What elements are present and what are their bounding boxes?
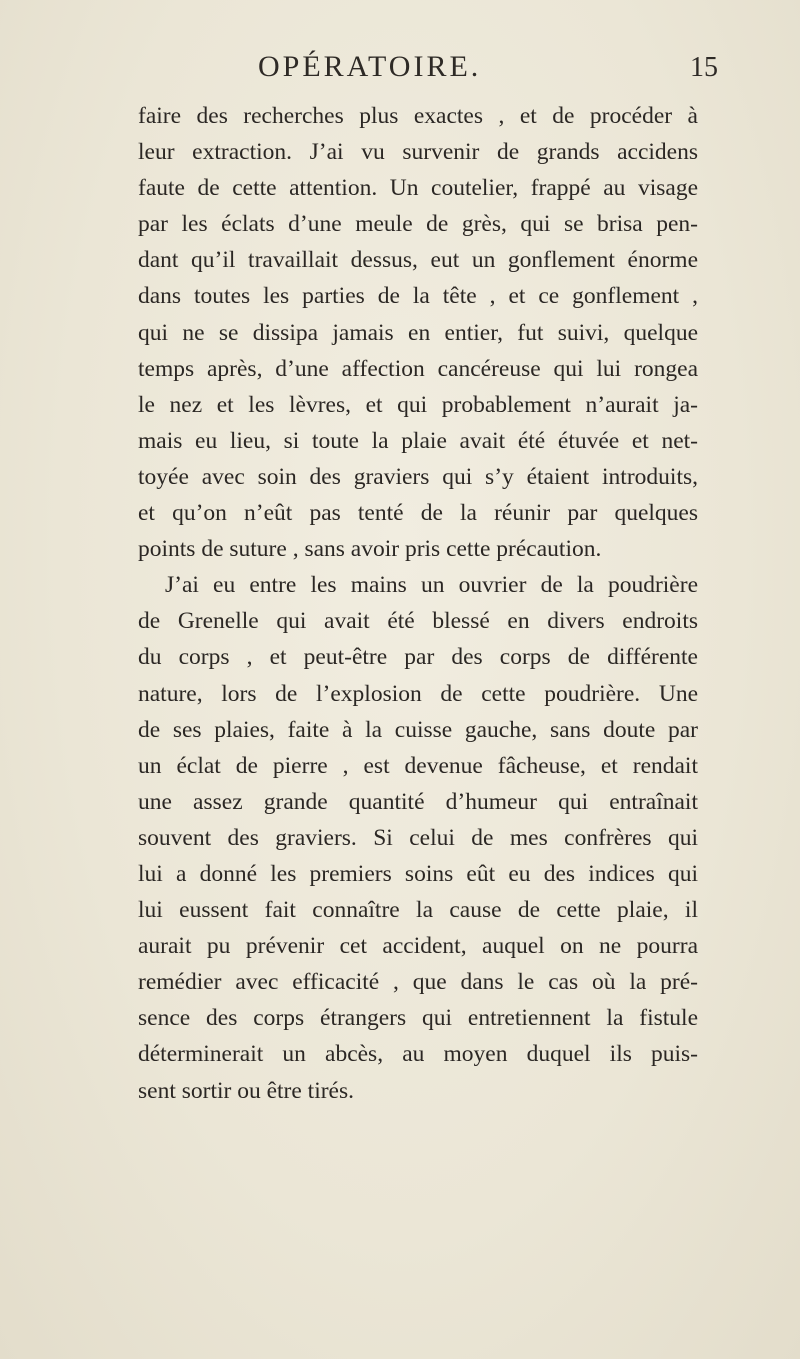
text-line: une assez grande quantité d’humeur qui entraînait [138, 788, 698, 815]
body-text [138, 98, 698, 1109]
text-line: leur extraction. J’ai vu survenir de grands accidens [138, 139, 698, 166]
text-line: J’ai eu entre les mains un ouvrier de la poudrière [165, 572, 698, 599]
text-line: sence des corps étrangers qui entretiennent la fistule [138, 1005, 698, 1032]
text-line: nature, lors de l’explosion de cette poudrière. Une [138, 680, 698, 707]
text-line: dant qu’il travaillait dessus, eut un gonflement énorme [138, 247, 698, 274]
text-line: de Grenelle qui avait été blessé en divers endroits [138, 608, 698, 635]
paragraph-2 [138, 567, 698, 1108]
text-line: de ses plaies, faite à la cuisse gauche, sans doute par [138, 716, 698, 743]
text-line: faire des recherches plus exactes , et de procéder à [138, 103, 698, 129]
text-line: un éclat de pierre , est devenue fâcheuse, et rendait [138, 752, 698, 779]
text-line: remédier avec efficacité , que dans le cas où la pré- [138, 969, 698, 996]
text-line: dans toutes les parties de la tête , et ce gonflement , [138, 283, 698, 310]
text-line: le nez et les lèvres, et qui probablement n’aurait ja- [138, 391, 698, 418]
text-line: et qu’on n’eût pas tenté de la réunir par quelques [138, 500, 698, 527]
text-line: aurait pu prévenir cet accident, auquel on ne pourra [138, 933, 698, 960]
text-line: sent sortir ou être tirés. [138, 1077, 355, 1104]
text-line: temps après, d’une affection cancéreuse qui lui rongea [138, 355, 698, 382]
text-line: lui eussent fait connaître la cause de cette plaie, il [138, 897, 698, 924]
text-line: lui a donné les premiers soins eût eu des indices qui [138, 860, 698, 887]
text-line: mais eu lieu, si toute la plaie avait été étuvée et net- [138, 427, 698, 454]
running-head: OPÉRATOIRE. [258, 50, 482, 83]
page-header [0, 50, 800, 90]
paragraph-1 [138, 98, 698, 567]
text-line: du corps , et peut-être par des corps de différente [138, 644, 698, 671]
text-line: toyée avec soin des graviers qui s’y étaient introduits, [138, 463, 698, 490]
text-line: points de suture , sans avoir pris cette précaution. [138, 536, 602, 563]
text-line: faute de cette attention. Un coutelier, frappé au visage [138, 175, 698, 202]
text-line: déterminerait un abcès, au moyen duquel ils puis- [138, 1041, 698, 1068]
text-line: souvent des graviers. Si celui de mes confrères qui [138, 824, 698, 851]
page-number: 15 [690, 52, 718, 83]
text-line: par les éclats d’une meule de grès, qui se brisa pen- [138, 211, 698, 238]
text-line: qui ne se dissipa jamais en entier, fut suivi, quelque [138, 319, 698, 346]
